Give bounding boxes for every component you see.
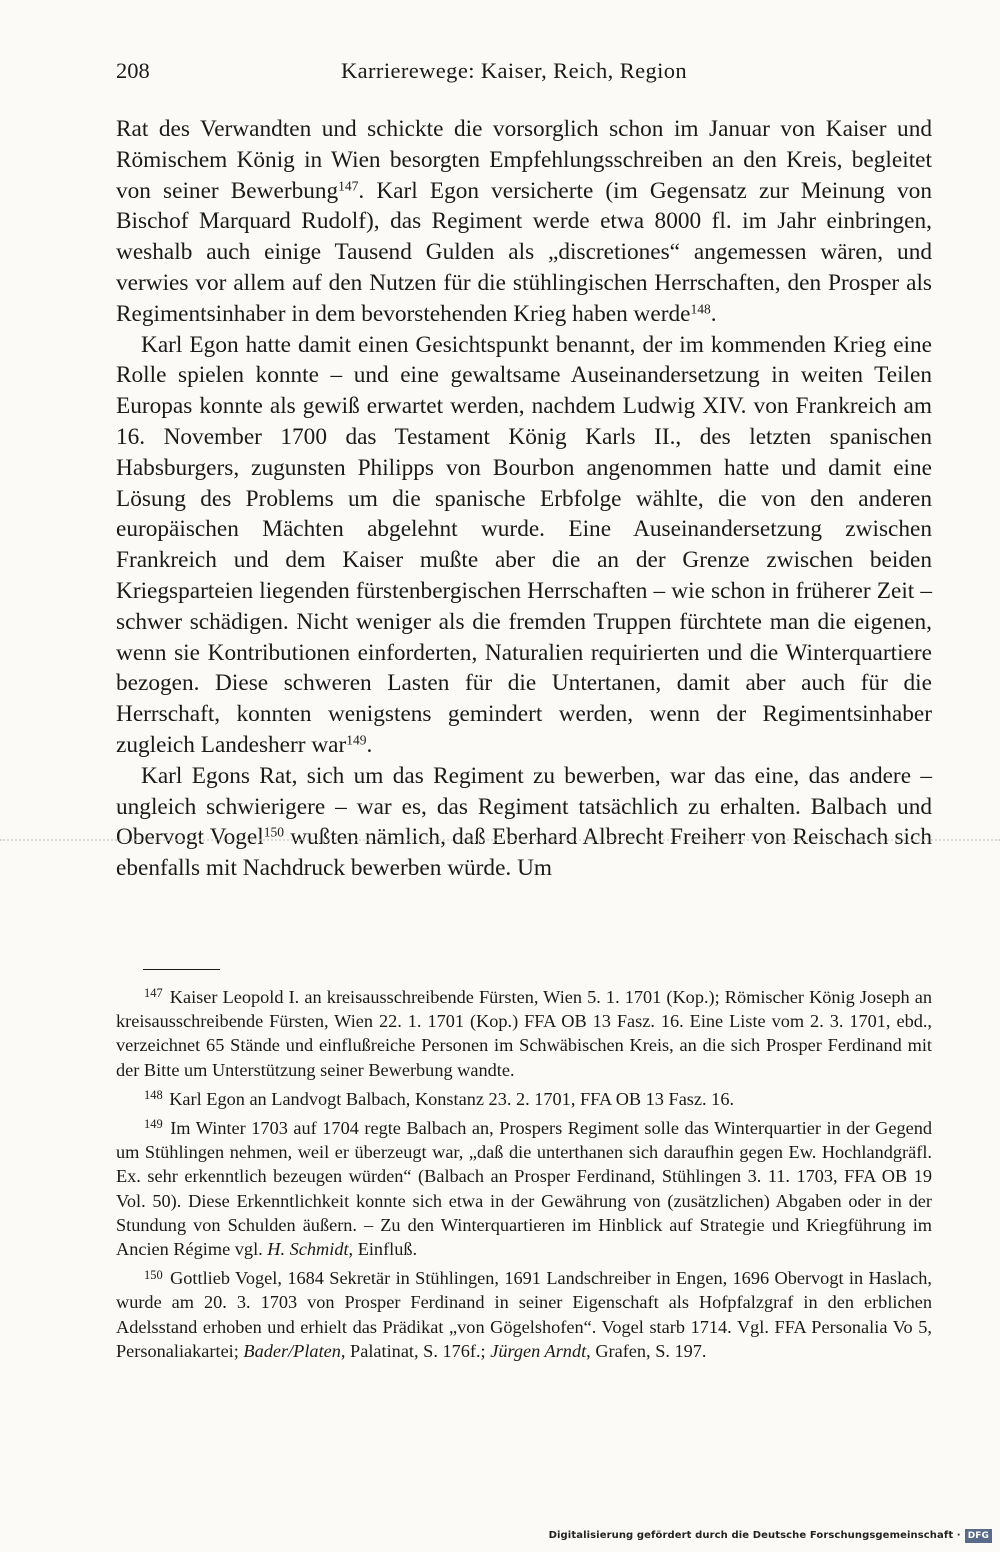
paragraph-3-text-a: Karl Egons Rat, sich um das Regiment zu bewerben, war das eine, das andere – ungleich schwierigere – war es, das Regiment tatsächlich zu erhalten. Balbach und Obervogt Vogel [116,762,932,851]
paragraph-2-text-b: . [366,731,373,758]
footnote-147 [116,985,932,1082]
footnote-ref-149: 149 [346,732,367,748]
footnotes [116,985,932,1368]
footnote-marker: 150 [144,1267,163,1282]
footnote-divider [143,969,220,970]
paragraph-3 [116,761,932,884]
author-name: Jürgen Arndt [490,1340,587,1361]
paragraph-3-text-b: wußten nämlich, daß Eberhard Albrecht Freiherr von Reischach sich ebenfalls mit Nachdruck bewerben würde. Um [116,824,932,882]
page-header [116,56,932,90]
scan-artifact-line [0,839,1000,843]
footnote-marker: 149 [144,1117,163,1132]
dfg-logo: DFG [965,1529,992,1543]
author-name: Bader/Platen [243,1340,341,1361]
footnote-marker: 147 [144,986,163,1001]
footnote-text: Im Winter 1703 auf 1704 regte Balbach an, Prospers Regiment solle das Winterquartier in der Gegend um Stühlingen nehmen, weil er überzeugt war, „daß die unterthanen sich daraufhin gegen Ew. Hochlandgräfl. Ex. sehr erkenntlich bezeugen würden“ (Balbach an Prosper Ferdinand, Stühlingen 3. 11. 1703, FFA OB 19 Vol. 50). Diese Erkenntlichkeit konnte sich etwa in der Gewährung von (zusätzlichen) Abgaben oder in der Stundung von Schulden äußern. – Zu den Winterquartieren im Hinblick auf Strategie und Kriegführung im Ancien Régime vgl. [116,1118,932,1260]
footnote-149 [116,1116,932,1261]
paragraph-1-text-a: Rat des Verwandten und schickte die vorsorglich schon im Januar von Kaiser und Römischem König in Wien besorgten Empfehlungsschreiben an den Kreis, begleitet von seiner Bewerbung [116,116,932,204]
paragraph-2-text-a: Karl Egon hatte damit einen Gesichtspunkt benannt, der im kommenden Krieg eine Rolle spielen konnte – und eine gewaltsame Auseinandersetzung in weiten Teilen Europas konnte als gewiß erwartet werden, nachdem Ludwig XIV. von Frankreich am 16. November 1700 das Testament König Karls II., des letzten spanischen Habsburgers, zugunsten Philipps von Bourbon angenommen hatte und damit eine Lösung des Problems um die spanische Erbfolge wählte, die von den anderen europäischen Mächten abgelehnt wurde. Eine Auseinandersetzung zwischen Frankreich und dem Kaiser mußte aber die an der Grenze zwischen beiden Kriegsparteien liegenden fürstenbergischen Herrschaften – wie schon in früherer Zeit – schwer schädigen. Nicht weniger als die fremden Truppen fürchtete man die eigenen, wenn sie Kontributionen einforderten, Naturalien requirierten und die Winterquartiere bezogen. Diese schweren Lasten für die Untertanen, damit aber auch für die Herrschaft, konnten wenigstens gemindert werden, wenn der Regimentsinhaber zugleich Landesherr war [116,331,932,758]
author-name: H. Schmidt [267,1239,349,1260]
paragraph-2 [116,330,932,761]
footnote-ref-147: 147 [338,178,359,194]
paragraph-1-text-c: . [710,300,717,327]
footnote-ref-148: 148 [690,301,711,317]
page-number: 208 [116,58,150,83]
footnote-text: , Grafen, S. 197. [586,1340,707,1361]
running-title: Karrierewege: Kaiser, Reich, Region [341,58,688,83]
main-text [116,114,932,884]
credit-text: Digitalisierung gefördert durch die Deutsche Forschungsgemeinschaft · [548,1530,961,1541]
paragraph-1 [116,114,932,330]
footnote-text: Gottlieb Vogel, 1684 Sekretär in Stühlingen, 1691 Landschreiber in Engen, 1696 Obervogt in Haslach, wurde am 20. 3. 1703 von Prosper Ferdinand in seiner Eigenschaft als Hofpfalzgraf in den erblichen Adelsstand erhoben und erhielt das Prädikat „von Gögelshofen“. Vogel starb 1714. Vgl. FFA Personalia Vo 5, Personaliakartei; [116,1268,932,1361]
digitization-credit [549,1527,992,1545]
footnote-text: Karl Egon an Landvogt Balbach, Konstanz 23. 2. 1701, FFA OB 13 Fasz. 16. [169,1088,735,1109]
paragraph-1-text-b: . Karl Egon versicherte (im Gegensatz zur Meinung von Bischof Marquard Rudolf), das Regiment werde etwa 8000 fl. im Jahr einbringen, weshalb auch einige Tausend Gulden als „discretiones“ angemessen wären, und verwies vor allem auf den Nutzen für die stühlingischen Herrschaften, den Prosper als Regimentsinhaber in dem bevorstehenden Krieg haben werde [116,177,932,327]
footnote-ref-150: 150 [263,824,284,840]
footnote-text: , Einfluß. [348,1239,418,1260]
footnote-text: Kaiser Leopold I. an kreisausschreibende Fürsten, Wien 5. 1. 1701 (Kop.); Römischer König Joseph an kreisausschreibende Fürsten, Wien 22. 1. 1701 (Kop.) FFA OB 13 Fasz. 16. Eine Liste vom 2. 3. 1701, ebd., verzeichnet 65 Stände und einflußreiche Personen im Schwäbischen Kreis, an die sich Prosper Ferdinand mit der Bitte um Unterstützung seiner Bewerbung wandte. [116,987,932,1080]
footnote-text: , Palatinat, S. 176f.; [340,1340,491,1361]
footnote-150 [116,1266,932,1363]
footnote-148 [116,1087,932,1111]
footnote-marker: 148 [144,1088,163,1103]
